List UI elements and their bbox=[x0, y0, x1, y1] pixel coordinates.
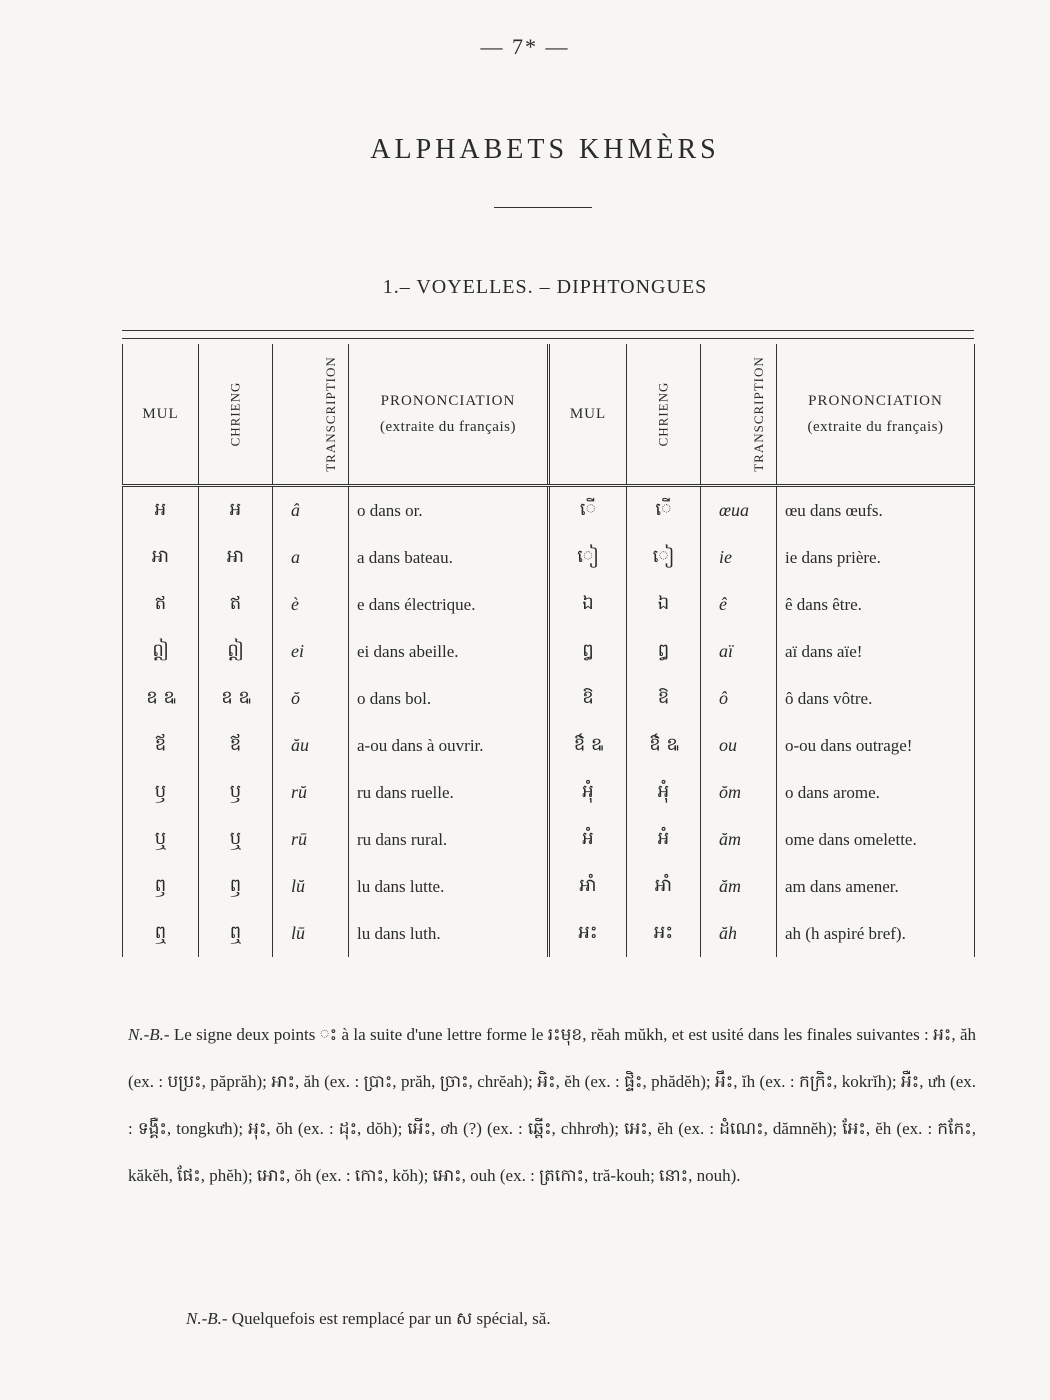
pronunciation-cell: o dans bol. bbox=[349, 675, 549, 722]
transcription-cell: rŭ bbox=[273, 769, 349, 816]
transcription-cell: ăm bbox=[701, 816, 777, 863]
chrieng-cell: ឰ bbox=[627, 628, 701, 675]
pronunciation-cell: ru dans ruelle. bbox=[349, 769, 549, 816]
mul-cell: អាំ bbox=[549, 863, 627, 910]
transcription-cell: rū bbox=[273, 816, 349, 863]
note-lead: N.-B.- bbox=[186, 1309, 228, 1328]
chrieng-cell: អំ bbox=[627, 816, 701, 863]
transcription-cell: a bbox=[273, 534, 349, 581]
table-row bbox=[123, 486, 975, 535]
mul-cell: ើ bbox=[549, 486, 627, 535]
transcription-cell: â bbox=[273, 486, 349, 535]
mul-cell: ឯ bbox=[549, 581, 627, 628]
mul-cell: ឮ bbox=[123, 910, 199, 957]
chrieng-cell: អ bbox=[199, 486, 273, 535]
pronunciation-cell: ome dans omelette. bbox=[777, 816, 975, 863]
pronunciation-cell: a-ou dans à ouvrir. bbox=[349, 722, 549, 769]
transcription-cell: ŏm bbox=[701, 769, 777, 816]
mul-cell: អា bbox=[123, 534, 199, 581]
transcription-cell: ău bbox=[273, 722, 349, 769]
table-row bbox=[123, 722, 975, 769]
pronunciation-cell: ei dans abeille. bbox=[349, 628, 549, 675]
note-special-sa bbox=[186, 1295, 976, 1342]
table-top-rule bbox=[122, 330, 974, 331]
table-row bbox=[123, 910, 975, 957]
header-mul: MUL bbox=[123, 344, 199, 486]
mul-cell: អ bbox=[123, 486, 199, 535]
transcription-cell: ê bbox=[701, 581, 777, 628]
table-row bbox=[123, 816, 975, 863]
table-row bbox=[123, 581, 975, 628]
table-row bbox=[123, 675, 975, 722]
transcription-cell: è bbox=[273, 581, 349, 628]
transcription-cell: ou bbox=[701, 722, 777, 769]
mul-cell: ៀ bbox=[549, 534, 627, 581]
pronunciation-cell: o dans arome. bbox=[777, 769, 975, 816]
mul-cell: ឫ bbox=[123, 769, 199, 816]
mul-cell: ឧ ឩ bbox=[123, 675, 199, 722]
chrieng-cell: អាំ bbox=[627, 863, 701, 910]
mul-cell: ឱ bbox=[549, 675, 627, 722]
transcription-cell: ô bbox=[701, 675, 777, 722]
chrieng-cell: ើ bbox=[627, 486, 701, 535]
chrieng-cell: ឬ bbox=[199, 816, 273, 863]
pronunciation-cell: ru dans rural. bbox=[349, 816, 549, 863]
pronunciation-cell: ie dans prière. bbox=[777, 534, 975, 581]
chrieng-cell: អា bbox=[199, 534, 273, 581]
table-top-rule-inner bbox=[122, 338, 974, 339]
mul-cell: អះ bbox=[549, 910, 627, 957]
header-transcription-right: TRANSCRIPTION bbox=[701, 344, 777, 486]
pronunciation-cell: ah (h aspiré bref). bbox=[777, 910, 975, 957]
pronunciation-cell: lu dans lutte. bbox=[349, 863, 549, 910]
section-heading: 1.– VOYELLES. – DIPHTONGUES bbox=[382, 276, 708, 298]
table-row bbox=[123, 534, 975, 581]
mul-cell: ឳ ឩ bbox=[549, 722, 627, 769]
chrieng-cell: ឥ bbox=[199, 581, 273, 628]
pronunciation-cell: e dans électrique. bbox=[349, 581, 549, 628]
table-row bbox=[123, 769, 975, 816]
header-chrieng: CHRIENG bbox=[199, 344, 273, 486]
vowel-table bbox=[122, 344, 975, 957]
pronunciation-cell: o dans or. bbox=[349, 486, 549, 535]
table-header-row bbox=[123, 344, 975, 486]
chrieng-cell: ឧ ឩ bbox=[199, 675, 273, 722]
mul-cell: ឰ bbox=[549, 628, 627, 675]
transcription-cell: lū bbox=[273, 910, 349, 957]
pronunciation-cell: lu dans luth. bbox=[349, 910, 549, 957]
mul-cell: ឪ bbox=[123, 722, 199, 769]
table-row bbox=[123, 863, 975, 910]
pronunciation-cell: œu dans œufs. bbox=[777, 486, 975, 535]
header-pronunciation-right: PRONONCIATION (extraite du français) bbox=[777, 344, 975, 486]
chrieng-cell: ៀ bbox=[627, 534, 701, 581]
header-mul-right: MUL bbox=[549, 344, 627, 486]
header-pronunciation: PRONONCIATION (extraite du français) bbox=[349, 344, 549, 486]
header-chrieng-right: CHRIENG bbox=[627, 344, 701, 486]
pronunciation-cell: o-ou dans outrage! bbox=[777, 722, 975, 769]
mul-cell: ឬ bbox=[123, 816, 199, 863]
transcription-cell: lŭ bbox=[273, 863, 349, 910]
pronunciation-cell: a dans bateau. bbox=[349, 534, 549, 581]
pronunciation-cell: ô dans vôtre. bbox=[777, 675, 975, 722]
transcription-cell: ăh bbox=[701, 910, 777, 957]
chrieng-cell: ឭ bbox=[199, 863, 273, 910]
pronunciation-cell: aï dans aïe! bbox=[777, 628, 975, 675]
mul-cell: ឭ bbox=[123, 863, 199, 910]
transcription-cell: ie bbox=[701, 534, 777, 581]
title-divider bbox=[494, 207, 592, 208]
chrieng-cell: អះ bbox=[627, 910, 701, 957]
mul-cell: អុំ bbox=[549, 769, 627, 816]
chrieng-cell: ឦ bbox=[199, 628, 273, 675]
transcription-cell: aï bbox=[701, 628, 777, 675]
mul-cell: ឦ bbox=[123, 628, 199, 675]
note-text: Le signe deux points ះ à la suite d'une lettre forme le រះមុខ, rĕah mŭkh, et est usité dans les finales suivantes : អះ, ăh (ex. : បប្រះ, păprăh); អាះ, ăh (ex. : ប្រាះ, prăh, ច្រាះ, chrĕah); អិះ, ĕh (ex. : ផ្ទិះ, phădĕh); អឹះ, ĭh (ex. : កក្រិះ, kokrĭh); អឺះ, ưh (ex. : ទង្គឺះ, tongkưh); អុះ, ŏh (ex. : ដុះ, dŏh); អើះ, ơh (?) (ex. : ឆ្ពើះ, chhrơh); អេះ, ĕh (ex. : ដំណេះ, dămnĕh); អែះ, ĕh (ex. : កកែះ, kăkĕh, ផែះ, phĕh); អោះ, ŏh (ex. : កោះ, kŏh); អោះ, ouh (ex. : ត្រកោះ, tră-kouh; នោះ, nouh). bbox=[128, 1025, 977, 1185]
note-lead: N.-B.- bbox=[128, 1025, 170, 1044]
page-title: ALPHABETS KHMÈRS bbox=[370, 134, 720, 165]
chrieng-cell: អុំ bbox=[627, 769, 701, 816]
pronunciation-cell: ê dans être. bbox=[777, 581, 975, 628]
table-row bbox=[123, 628, 975, 675]
chrieng-cell: ឱ bbox=[627, 675, 701, 722]
transcription-cell: ăm bbox=[701, 863, 777, 910]
note-text: Quelquefois est remplacé par un ស spécial, să. bbox=[231, 1309, 551, 1328]
pronunciation-cell: am dans amener. bbox=[777, 863, 975, 910]
note-rĕah-mŭkh bbox=[128, 1011, 976, 1199]
chrieng-cell: ឮ bbox=[199, 910, 273, 957]
chrieng-cell: ឪ bbox=[199, 722, 273, 769]
header-transcription: TRANSCRIPTION bbox=[273, 344, 349, 486]
chrieng-cell: ឳ ឩ bbox=[627, 722, 701, 769]
page-number: — 7* — bbox=[480, 34, 570, 59]
mul-cell: អំ bbox=[549, 816, 627, 863]
chrieng-cell: ឫ bbox=[199, 769, 273, 816]
mul-cell: ឥ bbox=[123, 581, 199, 628]
transcription-cell: ŏ bbox=[273, 675, 349, 722]
chrieng-cell: ឯ bbox=[627, 581, 701, 628]
transcription-cell: œua bbox=[701, 486, 777, 535]
transcription-cell: ei bbox=[273, 628, 349, 675]
